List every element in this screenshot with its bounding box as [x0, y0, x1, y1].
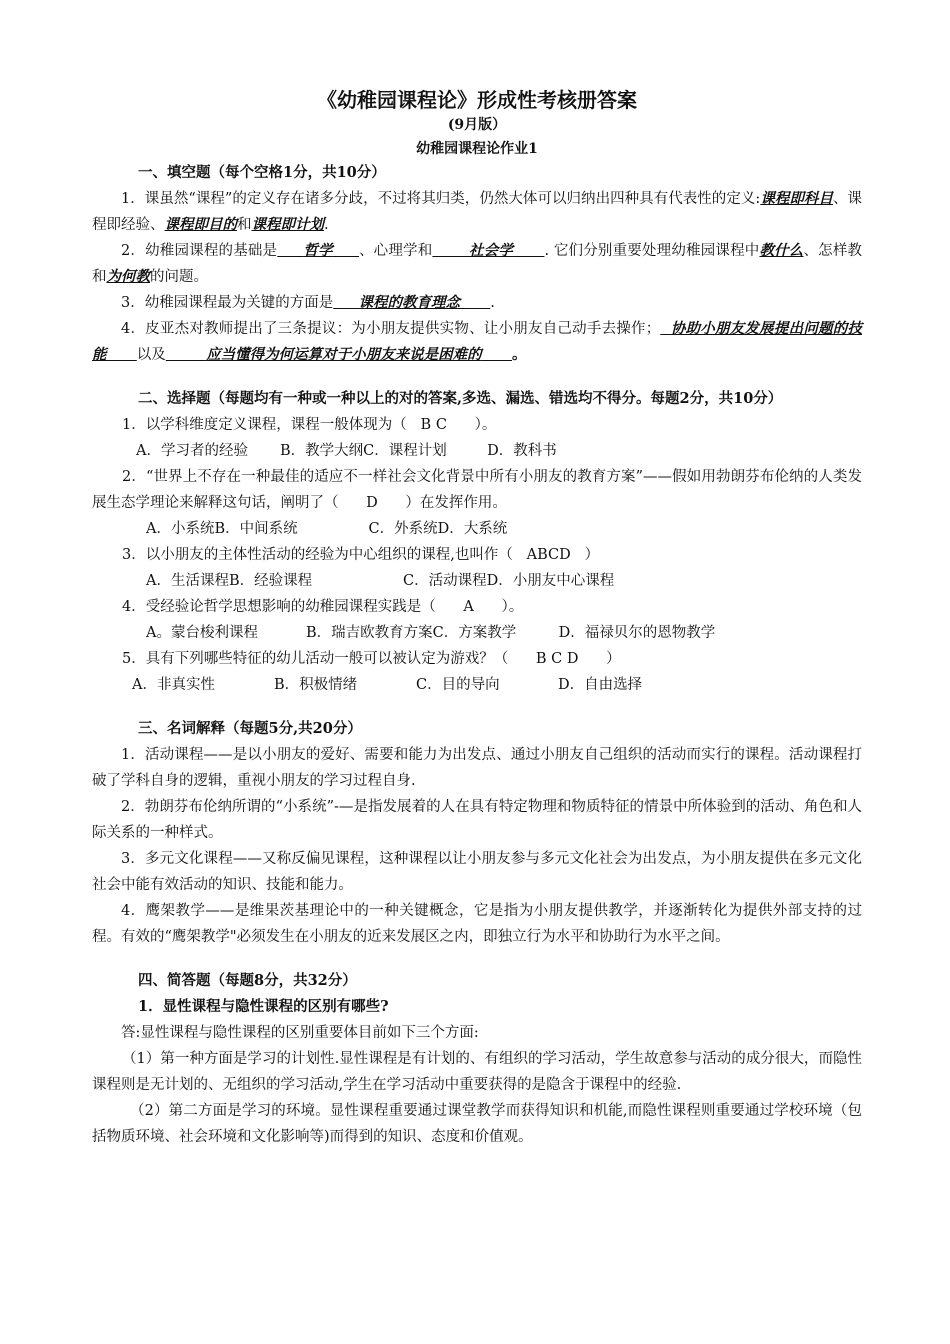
question-text: 、心理学和 [358, 243, 433, 259]
question-text: 以及 [136, 347, 166, 363]
option-c: C．课程计划 [363, 443, 447, 459]
question-text: . [490, 295, 495, 311]
option-a: A．生活课程 [146, 573, 229, 589]
question-text: 4．皮亚杰对教师提出了三条提议：为小朋友提供实物、让小朋友自己动手去操作； [121, 321, 661, 337]
choice-options [92, 438, 862, 464]
answer-text: 社会学 [469, 242, 514, 259]
option-b: B．瑞吉欧教育方案 [306, 625, 433, 641]
option-a: A．非真实性 [132, 677, 215, 693]
question-text: . [324, 217, 329, 233]
option-a: A．小系统 [146, 521, 215, 537]
section-heading: 三、名词解释（每题5分,共20分） [138, 720, 362, 737]
term-definition: 3．多元文化课程——又称反偏见课程，这种课程以让小朋友参与多元文化社会为出发点，为小朋友提供在多元文化社会中能有效活动的知识、技能和能力。 [92, 851, 862, 893]
choice-options [92, 620, 862, 646]
question-text: 2．幼稚园课程的基础是 [121, 243, 278, 259]
document-page [92, 86, 862, 1150]
option-b: B．教学大纲 [280, 443, 364, 459]
question-text: 和 [237, 217, 252, 233]
option-d: D．小朋友中心课程 [486, 573, 615, 589]
option-c: C．活动课程 [402, 573, 487, 589]
answer-text: 教什么 [759, 242, 804, 259]
section-heading: 一、填空题（每个空格1分，共10分） [138, 164, 386, 181]
choice-question: 1．以学科维度定义课程，课程一般体现为（ B C ）。 [122, 417, 497, 433]
fill-question [92, 186, 862, 238]
choice-options [92, 516, 862, 542]
answer-intro: 答:显性课程与隐性课程的区别重要体目前如下三个方面: [121, 1025, 479, 1041]
section-heading: 四、简答题（每题8分，共32分） [138, 972, 357, 989]
option-c: C．目的导向 [416, 677, 500, 693]
short-answer-question: 1．显性课程与隐性课程的区别有哪些? [138, 998, 389, 1015]
choice-question: 5．具有下列哪些特征的幼儿活动一般可以被认定为游戏？（ B C D ） [122, 651, 621, 667]
question-text: 。 [511, 346, 527, 363]
question-text: 、怎样教和 [92, 243, 863, 285]
question-text: 1．课虽然“课程”的定义存在诸多分歧，不过将其归类，仍然大体可以归纳出四种具有代表性的定义: [121, 191, 761, 207]
answer-paragraph: （2）第二方面是学习的环境。显性课程重要通过课堂教学而获得知识和机能,而隐性课程则重要通过学校环境（包括物质环境、社会环境和文化影响等)而得到的知识、态度和价值观。 [92, 1103, 862, 1145]
answer-text: 课程即计划 [251, 216, 324, 233]
choice-options [92, 672, 862, 698]
option-d: D．大系统 [437, 521, 508, 537]
option-b: B．中间系统 [214, 521, 298, 537]
term-definition: 2．勃朗芬布伦纳所谓的“小系统”-—是指发展着的人在具有特定物理和物质特征的情景中所体验到的活动、角色和人际关系的一种样式。 [92, 799, 862, 841]
question-text: . 它们分别重要处理幼稚园课程中 [544, 243, 760, 259]
option-c: C．方案教学 [432, 625, 517, 641]
answer-text: 哲学 [303, 242, 333, 259]
term-definition: 4．鹰架教学——是维果茨基理论中的一种关键概念，它是指为小朋友提供教学，并逐渐转化为提供外部支持的过程。有效的“鹰架教学"必须发生在小朋友的近来发展区之内，即独立行为水平和协助行为水平之间。 [92, 903, 862, 945]
question-text: 、课程即经验、 [92, 191, 863, 233]
term-definition: 1．活动课程——是以小朋友的爱好、需要和能力为出发点、通过小朋友自己组织的活动而实行的课程。活动课程打破了学科自身的逻辑，重视小朋友的学习过程自身. [92, 747, 862, 789]
answer-paragraph: （1）第一种方面是学习的计划性.显性课程是有计划的、有组织的学习活动，学生故意参与活动的成分很大，而隐性课程则是无计划的、无组织的学习活动,学生在学习活动中重要获得的是隐含于课程中的经验. [92, 1051, 862, 1093]
answer-blank [333, 294, 490, 311]
answer-text: 为何教 [106, 268, 150, 285]
assignment-subtitle: 幼稚园课程论作业1 [416, 141, 538, 157]
answer-blank [166, 346, 512, 363]
choice-options [92, 568, 862, 594]
option-d: D．教科书 [487, 443, 557, 459]
option-a: A。蒙台梭利课程 [146, 625, 258, 641]
answer-text: 课程即目的 [164, 216, 237, 233]
answer-blank [277, 242, 359, 259]
choice-question: 3．以小朋友的主体性活动的经验为中心组织的课程,也叫作（ ABCD ） [122, 547, 600, 563]
fill-question [92, 238, 862, 290]
fill-question [92, 290, 862, 316]
answer-blank [432, 242, 544, 259]
option-b: B．经验课程 [228, 573, 313, 589]
option-d: D．福禄贝尔的恩物教学 [558, 625, 716, 641]
option-a: A．学习者的经验 [136, 443, 248, 459]
option-b: B．积极情绪 [274, 677, 358, 693]
option-d: D．自由选择 [558, 677, 643, 693]
document-title: 《幼稚园课程论》形成性考核册答案 [317, 88, 637, 112]
fill-question [92, 316, 862, 368]
question-text: 的问题。 [150, 269, 208, 285]
option-c: C．外系统 [368, 521, 438, 537]
answer-text: 课程即科目 [760, 190, 833, 207]
section-heading: 二、选择题（每题均有一种或一种以上的对的答案,多选、漏选、错选均不得分。每题2分，共10分） [138, 390, 783, 407]
choice-question: 2．“世界上不存在一种最佳的适应不一样社会文化背景中所有小朋友的教育方案”——假如用勃朗芬布伦纳的人类发展生态学理论来解释这句话，阐明了（ D ）在发挥作用。 [92, 469, 862, 511]
answer-text: 课程的教育理念 [358, 294, 460, 311]
answer-text: 协助小朋友发展提出问题的技能 [92, 320, 862, 363]
answer-text: 应当懂得为何运算对于小朋友来说是困难的 [206, 346, 482, 363]
edition-label: (9月版） [447, 117, 507, 133]
choice-question: 4．受经验论哲学思想影响的幼稚园课程实践是（ A ）。 [122, 599, 524, 615]
question-text: 3．幼稚园课程最为关键的方面是 [121, 295, 334, 311]
